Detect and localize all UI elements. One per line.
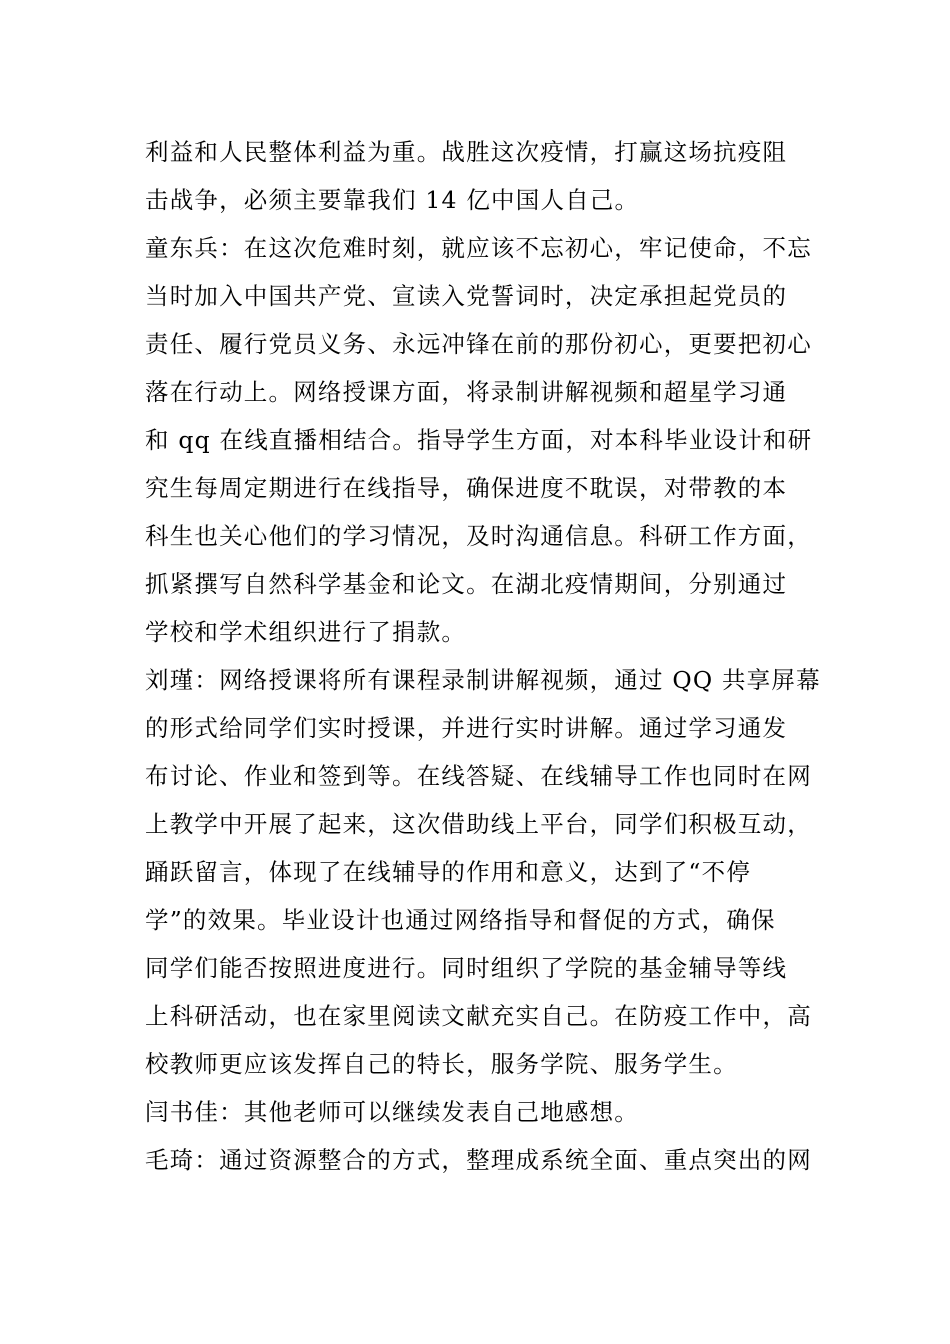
text-line-19: 上科研活动，也在家里阅读文献充实自己。在防疫工作中，高: [145, 1002, 812, 1030]
text-line-18: 同学们能否按照进度进行。同时组织了学院的基金辅导等线: [145, 954, 788, 982]
text-line-10: 抓紧撰写自然科学基金和论文。在湖北疫情期间，分别通过: [145, 570, 788, 598]
text-line-2: 击战争，必须主要靠我们 14 亿中国人自己。: [145, 186, 640, 214]
text-line-14: 布讨论、作业和签到等。在线答疑、在线辅导工作也同时在网: [145, 762, 812, 790]
text-line-16: 踊跃留言，体现了在线辅导的作用和意义，达到了“不停: [145, 858, 752, 886]
text-line-7: 和 qq 在线直播相结合。指导学生方面，对本科毕业设计和研: [145, 426, 813, 454]
text-line-9: 科生也关心他们的学习情况，及时沟通信息。科研工作方面，: [145, 522, 812, 550]
text-line-3: 童东兵：在这次危难时刻，就应该不忘初心，牢记使命，不忘: [145, 234, 812, 262]
text-line-21: 闫书佳：其他老师可以继续发表自己地感想。: [145, 1098, 639, 1126]
text-line-20: 校教师更应该发挥自己的特长，服务学院、服务学生。: [145, 1050, 738, 1078]
text-line-11: 学校和学术组织进行了捐款。: [145, 618, 467, 646]
text-line-6: 落在行动上。网络授课方面，将录制讲解视频和超星学习通: [145, 378, 788, 406]
text-line-22: 毛琦：通过资源整合的方式，整理成系统全面、重点突出的网: [145, 1146, 812, 1174]
text-line-1: 利益和人民整体利益为重。战胜这次疫情，打赢这场抗疫阻: [145, 138, 788, 166]
text-line-5: 责任、履行党员义务、永远冲锋在前的那份初心，更要把初心: [145, 330, 812, 358]
text-line-8: 究生每周定期进行在线指导，确保进度不耽误，对带教的本: [145, 474, 788, 502]
text-line-13: 的形式给同学们实时授课，并进行实时讲解。通过学习通发: [145, 714, 788, 742]
text-line-4: 当时加入中国共产党、宣读入党誓词时，决定承担起党员的: [145, 282, 788, 310]
text-line-17: 学”的效果。毕业设计也通过网络指导和督促的方式，确保: [145, 906, 776, 934]
text-line-15: 上教学中开展了起来，这次借助线上平台，同学们积极互动，: [145, 810, 812, 838]
document-body: [145, 128, 821, 1184]
text-line-12: 刘瑾：网络授课将所有课程录制讲解视频，通过 QQ 共享屏幕: [145, 666, 821, 694]
